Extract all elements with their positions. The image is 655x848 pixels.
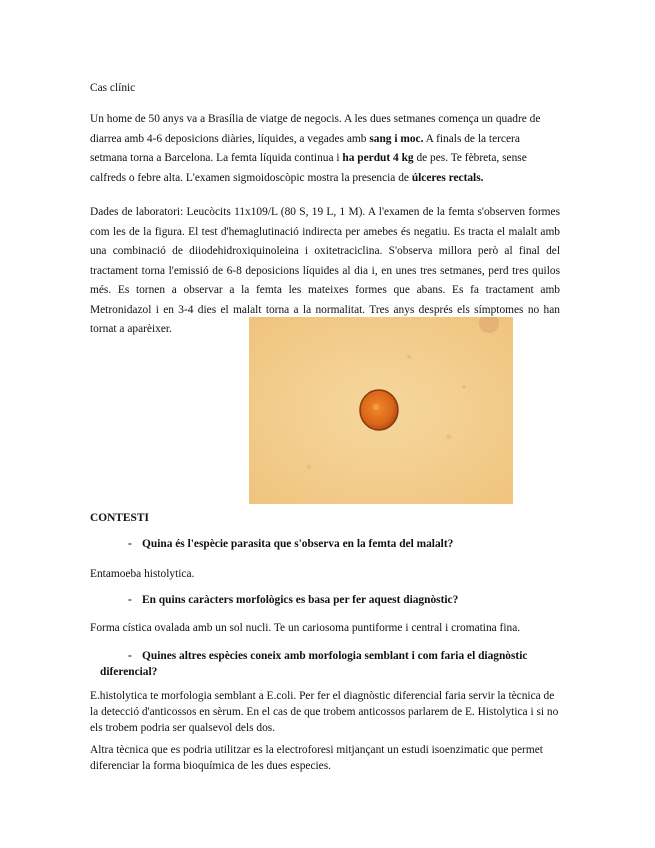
question-3-text-cont: diferencial? (100, 666, 158, 678)
case-bold-3: úlceres rectals. (411, 171, 484, 184)
dash: - (128, 650, 132, 662)
dash: - (128, 538, 132, 550)
answer-3: E.histolytica te morfologia semblant a E.coli. Per fer el diagnòstic diferencial faria servir la tècnica de la detecció d'anticossos en sèrum. En el cas de que trobem anticossos parlarem de E. Histolytica i si no els trobem podria ser qualsevol dels dos. (90, 690, 559, 734)
case-text-3: de pes. Te fèbreta, sense calfreds o febre alta. L'examen sigmoidoscòpic mostra la presencia de (90, 152, 527, 184)
answer-4: Altra tècnica que es podria utilitzar es la electroforesi mitjançant un estudi isoenzimatic que permet diferenciar la forma bioquímica de les dues especies. (90, 744, 543, 772)
answer-2: Forma cística ovalada amb un sol nucli. Te un cariosoma puntiforme i central i cromatina fina. (90, 622, 521, 634)
page-title: Cas clínic (90, 82, 136, 94)
cyst-shape (360, 390, 398, 430)
dash: - (128, 594, 132, 606)
case-text-2: A finals de la tercera setmana torna a Barcelona. La femta líquida continua i (90, 132, 520, 164)
question-3 (100, 648, 568, 680)
case-bold-2: ha perdut 4 kg (342, 152, 414, 164)
case-text-1: Un home de 50 anys va a Brasília de viatge de negocis. A les dues setmanes comença un quadre de diarrea amb 4-6 deposicions diàries, líquides, a vegades amb (90, 113, 541, 145)
question-2-text: En quins caràcters morfològics es basa per fer aquest diagnòstic? (142, 594, 459, 606)
section-heading: CONTESTI (90, 512, 149, 524)
question-2 (128, 594, 458, 606)
lab-paragraph: Dades de laboratori: Leucòcits 11x109/L (80 S, 19 L, 1 M). A l'examen de la femta s'observen formes com les de la figura. El test d'hemaglutinació indirecta per amebes és negatiu. Es tracta el malalt amb una combinació de diiodehidroxiquinoleina i oxitetraciclina. S'observa millora però al final del tractament torna l'emissió de 6-8 deposicions líquides al dia i, en unes tres setmanes, perd tres quilos més. Es tornen a observar a la femta les mateixes formes que abans. Es fa tractament amb Metronidazol i en 3-4 dies el malalt torna a la normalitat. Tres anys després els símptomes no han tornat a aparèixer. (90, 206, 560, 335)
case-bold-1: sang i moc. (369, 132, 424, 145)
question-3-text: Quines altres espècies coneix amb morfologia semblant i com faria el diagnòstic (142, 650, 528, 662)
question-1 (128, 538, 453, 550)
microscope-image (249, 317, 513, 504)
answer-1: Entamoeba histolytica. (90, 568, 195, 580)
cyst-micrograph (249, 317, 513, 504)
case-paragraph (90, 110, 560, 188)
question-1-text: Quina és l'espècie parasita que s'observa en la femta del malalt? (142, 538, 454, 550)
